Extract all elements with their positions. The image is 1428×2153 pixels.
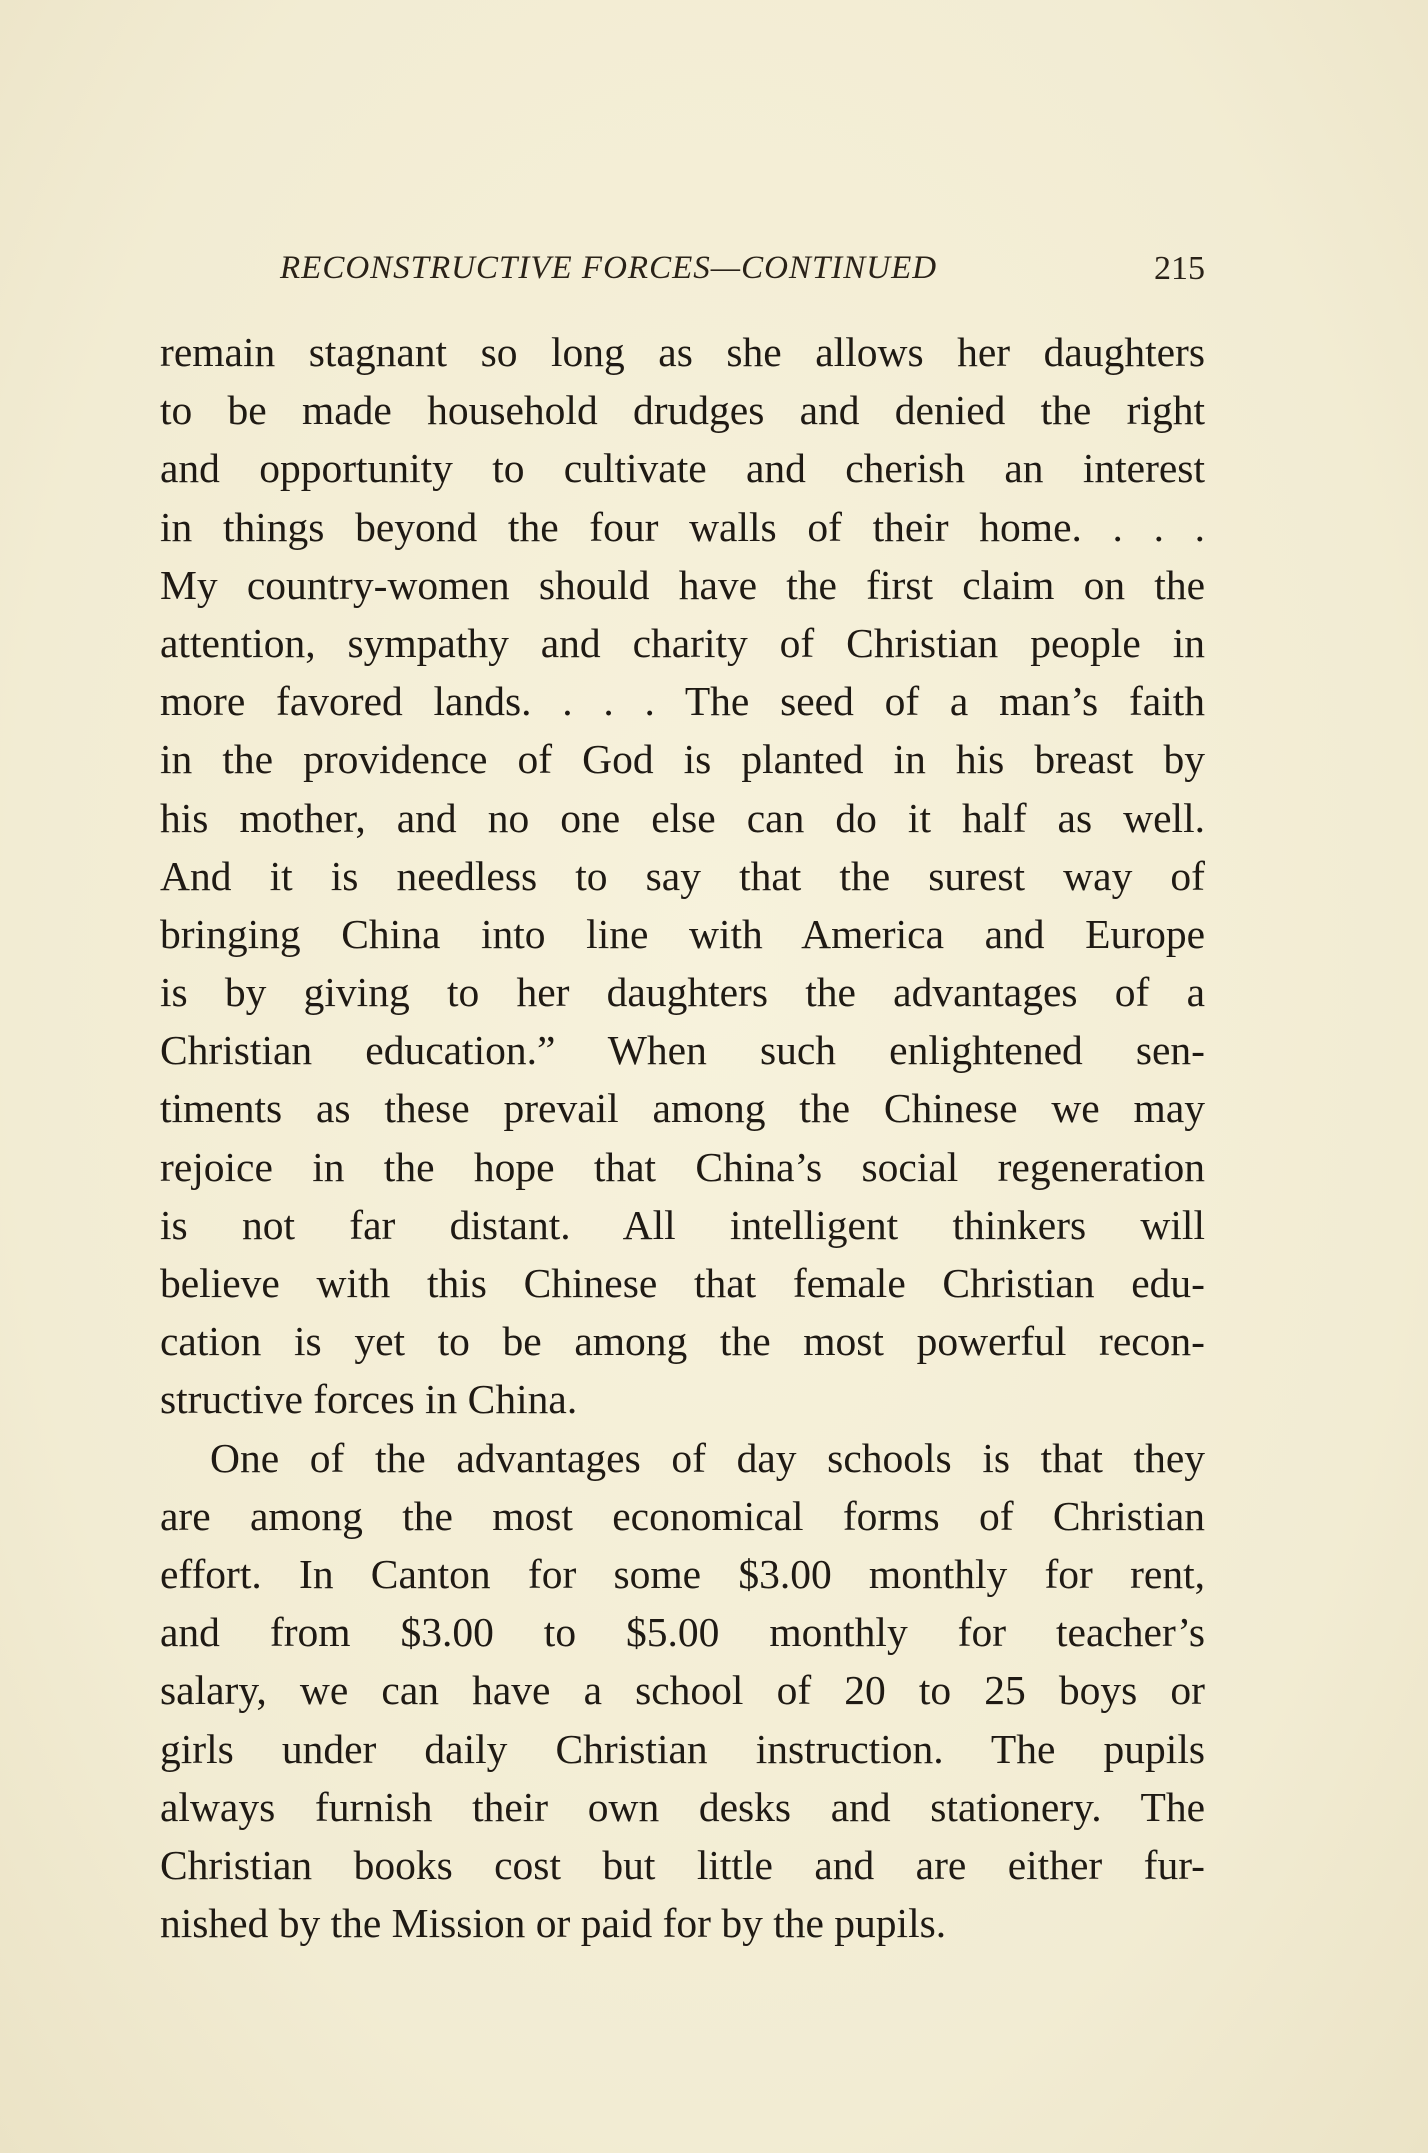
text-line: girls under daily Christian instruction. The pupils xyxy=(160,1725,1205,1772)
text-line: always furnish their own desks and stationery. The xyxy=(160,1783,1205,1830)
text-line: cation is yet to be among the most powerful recon- xyxy=(160,1318,1205,1365)
text-line: structive forces in China. xyxy=(160,1376,578,1423)
text-line: to be made household drudges and denied the right xyxy=(160,387,1205,434)
text-line: Christian books cost but little and are either fur- xyxy=(160,1841,1205,1888)
running-head xyxy=(160,250,1205,294)
body-text xyxy=(160,323,1205,1952)
text-line: remain stagnant so long as she allows her daughters xyxy=(160,329,1205,375)
text-line: more favored lands. . . . The seed of a man’s faith xyxy=(160,678,1205,725)
text-line: attention, sympathy and charity of Christian people in xyxy=(160,619,1205,666)
text-line: rejoice in the hope that China’s social regeneration xyxy=(160,1143,1205,1190)
text-line: are among the most economical forms of Christian xyxy=(160,1492,1205,1539)
text-line: Christian education.” When such enlightened sen- xyxy=(160,1027,1205,1074)
text-line: One of the advantages of day schools is that they xyxy=(210,1434,1205,1481)
page-number: 215 xyxy=(1154,250,1205,287)
text-line: and opportunity to cultivate and cherish an interest xyxy=(160,445,1205,492)
text-line: in things beyond the four walls of their home. . . . xyxy=(160,503,1205,550)
text-line: timents as these prevail among the Chinese we may xyxy=(160,1085,1205,1132)
text-line: believe with this Chinese that female Christian edu- xyxy=(160,1260,1205,1306)
running-title: RECONSTRUCTIVE FORCES—CONTINUED xyxy=(280,250,938,286)
text-line: and from $3.00 to $5.00 monthly for teacher’s xyxy=(160,1609,1205,1656)
text-line: is by giving to her daughters the advantages of a xyxy=(160,969,1205,1016)
text-line: And it is needless to say that the surest way of xyxy=(160,852,1205,899)
text-line: My country-women should have the first claim on the xyxy=(160,561,1205,608)
text-line: salary, we can have a school of 20 to 25 boys or xyxy=(160,1667,1205,1714)
paragraph-1 xyxy=(160,323,1205,1429)
text-line: bringing China into line with America and Europe xyxy=(160,910,1205,957)
text-line: is not far distant. All intelligent thinkers will xyxy=(160,1201,1205,1248)
text-line: in the providence of God is planted in his breast by xyxy=(160,736,1205,783)
text-line: effort. In Canton for some $3.00 monthly for rent, xyxy=(160,1550,1205,1597)
paragraph-2 xyxy=(160,1429,1205,1953)
text-line: his mother, and no one else can do it half as well. xyxy=(160,794,1205,841)
text-line: nished by the Mission or paid for by the pupils. xyxy=(160,1900,947,1947)
